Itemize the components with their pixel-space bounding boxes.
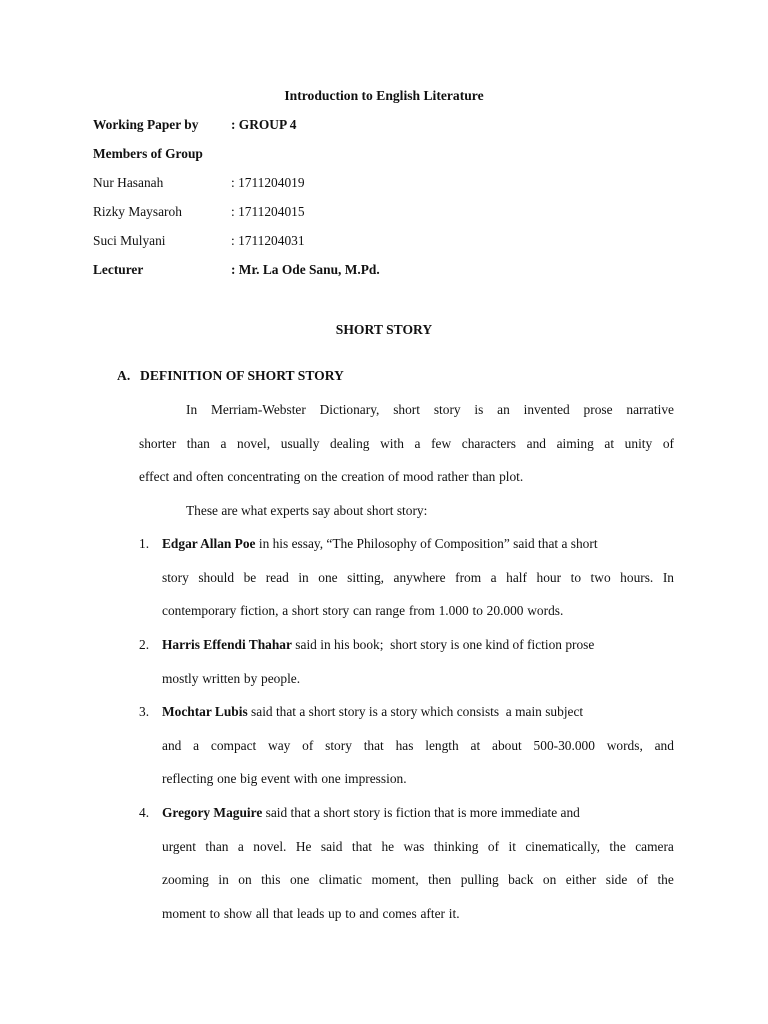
expert-name: Edgar Allan Poe bbox=[162, 536, 256, 551]
paragraph-line: contemporary fiction, a short story can range from 1.000 to 20.000 words. bbox=[162, 603, 564, 618]
paragraph-line bbox=[162, 527, 674, 561]
paragraph-line: urgent than a novel. He said that he was thinking of it cinematically, the camera bbox=[162, 838, 674, 854]
list-number: 1. bbox=[139, 536, 150, 551]
expert-name: Harris Effendi Thahar bbox=[162, 637, 292, 652]
paragraph-line: shorter than a novel, usually dealing with a few characters and aiming at unity of bbox=[139, 435, 674, 451]
members-label: Members of Group bbox=[93, 146, 203, 161]
paragraph-line: zooming in on this one climatic moment, then pulling back on either side of the bbox=[162, 872, 674, 887]
lecturer-value: : Mr. La Ode Sanu, M.Pd. bbox=[231, 262, 380, 277]
member-name: Rizky Maysaroh bbox=[93, 204, 182, 219]
paragraph-line bbox=[162, 695, 674, 729]
member-id: : 1711204031 bbox=[231, 233, 305, 248]
line-text: said that a short story is a story which consists a main subject bbox=[247, 704, 584, 719]
document-title: Introduction to English Literature bbox=[284, 88, 484, 103]
line-text: said that a short story is fiction that is more immediate and bbox=[262, 805, 580, 820]
member-name: Nur Hasanah bbox=[93, 175, 164, 190]
expert-name: Gregory Maguire bbox=[162, 805, 263, 820]
paragraph-line: In Merriam-Webster Dictionary, short story is an invented prose narrative bbox=[186, 402, 674, 417]
paragraph-line: mostly written by people. bbox=[162, 670, 301, 686]
paragraph-line: story should be read in one sitting, anywhere from a half hour to two hours. In bbox=[162, 569, 674, 585]
line-text: said in his book; short story is one kind of fiction prose bbox=[291, 637, 595, 652]
paragraph-line bbox=[162, 628, 674, 662]
expert-name: Mochtar Lubis bbox=[162, 704, 248, 719]
list-number: 3. bbox=[139, 704, 150, 719]
paragraph-line: and a compact way of story that has length at about 500-30.000 words, and bbox=[162, 737, 674, 753]
subsection-letter: A. bbox=[117, 368, 131, 383]
experts-intro: These are what experts say about short story: bbox=[186, 503, 428, 518]
member-name: Suci Mulyani bbox=[93, 233, 166, 248]
list-number: 4. bbox=[139, 805, 150, 820]
list-body bbox=[162, 796, 674, 930]
member-row bbox=[93, 202, 305, 222]
paragraph-line: reflecting one big event with one impression. bbox=[162, 771, 407, 786]
subsection-heading bbox=[117, 368, 344, 384]
paragraph-line: moment to show all that leads up to and comes after it. bbox=[162, 905, 460, 921]
list-number: 2. bbox=[139, 637, 150, 652]
working-paper-row bbox=[93, 115, 296, 135]
member-id: : 1711204019 bbox=[231, 175, 305, 190]
section-heading: SHORT STORY bbox=[335, 322, 433, 337]
member-row bbox=[93, 173, 305, 193]
member-id: : 1711204015 bbox=[231, 204, 305, 219]
lecturer-row bbox=[93, 260, 380, 280]
subsection-title: DEFINITION OF SHORT STORY bbox=[140, 368, 344, 383]
list-body bbox=[162, 527, 674, 628]
member-row bbox=[93, 231, 305, 251]
lecturer-label: Lecturer bbox=[93, 262, 144, 277]
definition-paragraph bbox=[139, 393, 674, 494]
line-text: in his essay, “The Philosophy of Composition” said that a short bbox=[255, 536, 598, 551]
paragraph-line: effect and often concentrating on the creation of mood rather than plot. bbox=[139, 469, 524, 484]
working-paper-value: : GROUP 4 bbox=[231, 117, 297, 132]
working-paper-label: Working Paper by bbox=[93, 117, 199, 132]
paragraph-line bbox=[162, 796, 674, 830]
list-body bbox=[162, 695, 674, 796]
list-body bbox=[162, 628, 674, 695]
